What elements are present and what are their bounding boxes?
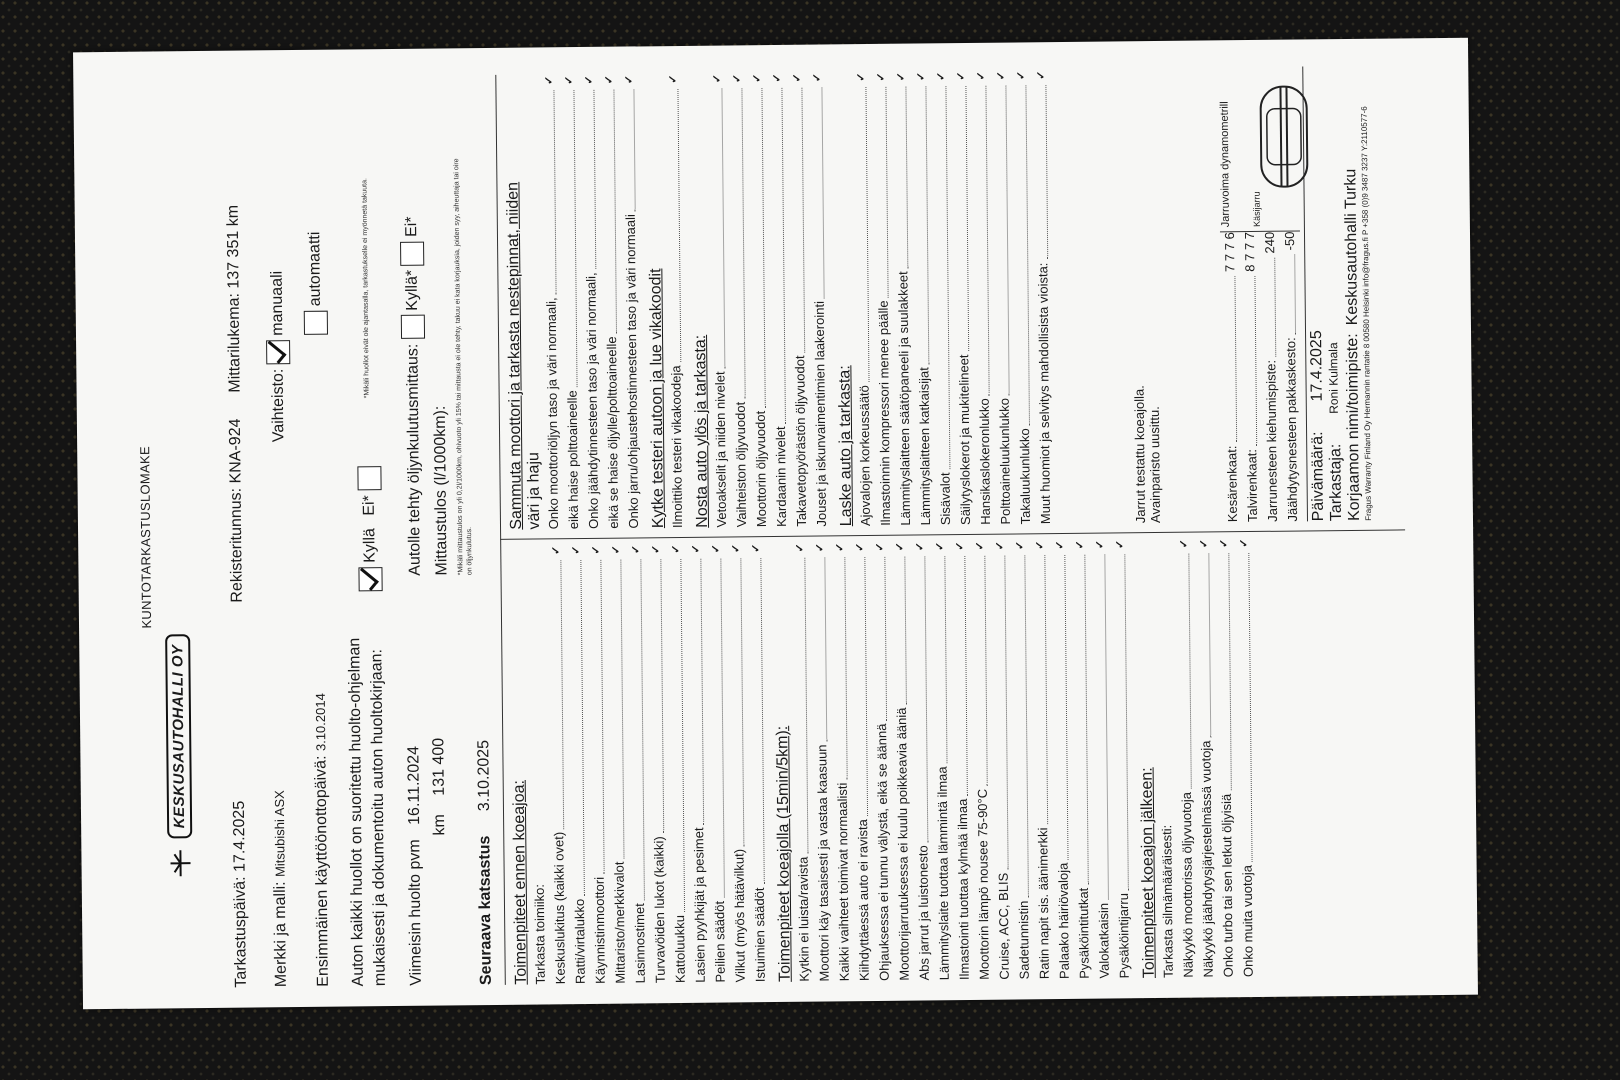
reg-value: KNA-924: [226, 418, 245, 484]
inspection-date: [231, 801, 251, 988]
service-no-checkbox[interactable]: [357, 467, 381, 491]
checklist-label: Onko jäähdytinnesteen taso ja väri normaali,: [583, 272, 602, 529]
service-yes-label: Kyllä: [361, 528, 379, 563]
check-mark-icon[interactable]: ✓: [711, 73, 724, 84]
checklist-row: [619, 73, 644, 528]
checklist-label: Istuimien säädöt: [751, 887, 768, 983]
checklist-label: Ohjauksessa ei tunnu välystä, eikä se äännä: [874, 723, 892, 981]
right-section-head: Sammuta moottori ja tarkasta nestepinnat, niiden: [504, 181, 526, 530]
check-mark-icon[interactable]: ✓: [1198, 538, 1211, 549]
check-mark-icon[interactable]: ✓: [1015, 70, 1028, 81]
service-text-line1: Auton kaikki huollot on suoritettu huolto-ohjelman: [346, 637, 367, 987]
checklist-label: Lasinnostimet: [631, 903, 648, 984]
brake-fluid-value: 240: [1261, 231, 1278, 254]
check-mark-icon[interactable]: ✓: [1035, 70, 1048, 80]
left-section-head: Toimenpiteet ennen koeajoa:: [510, 780, 530, 985]
check-mark-icon[interactable]: ✓: [1054, 540, 1067, 550]
inspection-form-paper: [73, 38, 1478, 1010]
logo-text: KESKUSAUTOHALLI OY: [165, 634, 192, 838]
gearbox-manual-checkbox[interactable]: [266, 340, 290, 364]
check-mark-icon[interactable]: ✓: [550, 545, 563, 555]
check-mark-icon[interactable]: ✓: [603, 75, 616, 85]
checklist-label: Kardaanin nivelet: [772, 426, 790, 528]
checklist-label: eikä haise polttoaineelle: [564, 390, 582, 530]
date-value: 17.4.2025: [1308, 330, 1326, 402]
checklist-label: Ilmastoinnin kompressori menee päälle: [875, 300, 894, 526]
checklist-label: Näkyykö moottorissa öljyvuotoja: [1178, 791, 1196, 978]
check-mark-icon[interactable]: ✓: [750, 543, 763, 553]
checklist-row: [807, 71, 832, 526]
last-service-km: [430, 738, 449, 836]
oil-no-checkbox[interactable]: [400, 241, 424, 265]
checklist-label: Onko turbo tai sen letkut öljyisiä: [1218, 793, 1236, 978]
check-mark-icon[interactable]: ✓: [610, 544, 623, 555]
last-service-date: 16.11.2024: [405, 745, 424, 825]
service-yes-no: [357, 467, 382, 592]
check-mark-icon[interactable]: ✓: [630, 544, 643, 555]
left-section-intro: Tarkasta silmämääräisesti:: [1159, 824, 1176, 978]
form-sheet: [73, 38, 1478, 1010]
first-reg-value: 3.10.2014: [312, 693, 329, 752]
checklist-label: Säilytyslokerot ja mukitelineet: [956, 354, 974, 526]
left-section-head: Toimenpiteet koeajolla (15min/5km):: [774, 725, 794, 983]
last-service-km-label: km: [431, 814, 449, 836]
check-mark-icon[interactable]: ✓: [814, 542, 827, 553]
checklist-label: Ajovalojen korkeussäätö: [856, 385, 874, 527]
checklist-label: Ratin napit sis. äänimerkki: [1035, 827, 1052, 980]
check-mark-icon[interactable]: ✓: [731, 73, 744, 84]
oil-yes-checkbox[interactable]: [401, 315, 425, 339]
check-mark-icon[interactable]: ✓: [1238, 538, 1251, 548]
checklist-label: Pysäköintijarru: [1115, 893, 1132, 979]
checklist-row: [1234, 537, 1259, 977]
shop-value: Keskusautohalli Turku: [1342, 168, 1361, 326]
checklist-row: [1031, 69, 1056, 524]
check-mark-icon[interactable]: ✓: [543, 75, 556, 86]
company-logo: [165, 634, 193, 878]
service-text-line2: mukaisesti ja dokumentoitu auton huoltokirjaan:: [368, 648, 389, 987]
checklist-label: Lämmityslaitteen säätöpaneeli ja suulakkeet: [895, 271, 914, 526]
checklist-label: Moottorin lämpö nousee 75-90°C: [974, 788, 992, 980]
inspector-name: Roni Kulmala: [1326, 342, 1341, 414]
inspection-date-value: 17.4.2025: [230, 800, 249, 873]
handbrake-label: Käsijarru: [1251, 191, 1262, 227]
summer-tyres-label: Kesärenkaat:: [1224, 445, 1241, 523]
right-checklist: [503, 69, 1056, 530]
checklist-label: Lämmityslaitteen katkaisijat: [916, 367, 934, 526]
oil-result: [432, 406, 452, 576]
checklist-label: eikä se haise öljylle/polttoaineelle: [604, 336, 622, 529]
check-mark-icon[interactable]: ✓: [875, 72, 888, 82]
check-mark-icon[interactable]: ✓: [650, 544, 663, 554]
checklist-label: Vetoakselit ja niiden nivelet: [712, 371, 730, 528]
gearbox-label: Vaihteisto:: [269, 368, 288, 443]
oil-consumption-test: [400, 216, 428, 576]
check-mark-icon[interactable]: ✓: [623, 74, 636, 85]
divider-middle: [500, 529, 1405, 539]
check-mark-icon[interactable]: ✓: [563, 75, 576, 85]
last-service: [405, 746, 426, 986]
odometer: [225, 205, 245, 393]
oil-no-label: Ei*: [403, 216, 421, 238]
brake-fluid-label: Jarrunesteen kiehumispiste:: [1263, 359, 1281, 522]
checklist-label: Abs jarrut ja luistonesto: [915, 845, 932, 981]
checklist-label: Vaihteiston öljyvuodot: [732, 401, 750, 528]
checklist-label: Ratti/virtalukko: [571, 898, 588, 985]
checklist-label: Hansikaslokeronlukko: [976, 398, 994, 525]
checklist-row: [663, 73, 688, 528]
check-mark-icon[interactable]: ✓: [934, 541, 947, 551]
service-yes-checkbox[interactable]: [358, 567, 382, 591]
checklist-label: Kytkin ei luista/ravista: [795, 856, 812, 982]
service-history: [344, 637, 392, 986]
check-mark-icon[interactable]: ✓: [874, 542, 887, 552]
check-mark-icon[interactable]: ✓: [811, 72, 824, 83]
check-mark-icon[interactable]: ✓: [570, 545, 583, 555]
reg-label: Rekisteritunnus:: [227, 487, 246, 603]
brakes-tested: Jarrut testattu koeajolla.: [1131, 385, 1149, 524]
check-mark-icon[interactable]: ✓: [667, 74, 680, 84]
checklist-label: Valokatkaisin: [1095, 902, 1112, 979]
check-mark-icon[interactable]: ✓: [954, 541, 967, 551]
check-mark-icon[interactable]: ✓: [975, 71, 988, 81]
checklist-label: Moottori käy tasaisesti ja vastaa kaasuun: [814, 744, 832, 982]
checklist-label: Polttoaineluukunlukko: [996, 398, 1014, 525]
registration: [227, 418, 247, 602]
checklist-label: Turvavöiden lukot (kaikki): [651, 836, 668, 984]
check-mark-icon[interactable]: ✓: [854, 542, 867, 552]
last-service-label: Viimeisin huolto pvm: [406, 839, 425, 986]
oil-test-label: Autolle tehty öljynkulutusmittaus:: [404, 343, 424, 576]
checklist-label: Kattoluukku: [672, 915, 688, 984]
check-mark-icon[interactable]: ✓: [1218, 538, 1231, 548]
check-mark-icon[interactable]: ✓: [794, 543, 807, 553]
check-mark-icon[interactable]: ✓: [915, 71, 928, 82]
coolant-label: Jäähdytysnesteen pakkaskesto:: [1283, 337, 1301, 522]
coolant-value: -50: [1281, 231, 1298, 251]
check-mark-icon[interactable]: ✓: [751, 73, 764, 83]
next-inspection-date: 3.10.2025: [475, 739, 493, 812]
check-mark-icon[interactable]: ✓: [834, 542, 847, 552]
check-mark-icon[interactable]: ✓: [590, 545, 603, 555]
date-label: Päivämäärä:: [1309, 431, 1328, 522]
oil-yes-label: Kyllä*: [403, 269, 421, 311]
checklist-row: [746, 542, 771, 982]
check-mark-icon[interactable]: ✓: [935, 71, 948, 81]
checklist-label: Onko jarru/ohjaustehostinnesteen taso ja väri normaali: [622, 214, 642, 529]
inspection-date-label: Tarkastuspäivä:: [231, 876, 250, 988]
last-service-km-value: 131 400: [430, 737, 448, 796]
checklist-label: Näkyykö jäähdytysjärjestelmässä vuotoja: [1198, 740, 1216, 978]
right-section-head: Nosta auto ylös ja tarkasta:: [692, 334, 712, 528]
check-mark-icon[interactable]: ✓: [1114, 539, 1127, 550]
oil-note: *Mikäli mittaustulos on yli 0,2l/1000km, ohivuoto yli 15% tai mittausta ei ole tehty, takuu ei kata korjauksia, joiden syy, aiheuttaja tai oire on öljynkulutus.: [453, 158, 474, 576]
check-mark-icon[interactable]: ✓: [1014, 540, 1027, 551]
checklist-label: Kaikki vaihteet toimivat normaalisti: [834, 782, 852, 982]
checklist-label: Jouset ja iskunvaimentimien laakerointi: [811, 300, 830, 527]
check-mark-icon[interactable]: ✓: [1094, 539, 1107, 550]
gearbox: [265, 271, 291, 443]
check-mark-icon[interactable]: ✓: [730, 543, 743, 554]
check-mark-icon[interactable]: ✓: [995, 70, 1008, 81]
right-section-head: Kytke testeri autoon ja lue vikakoodit: [647, 268, 668, 529]
odometer-unit: km: [224, 204, 242, 227]
check-mark-icon[interactable]: ✓: [583, 75, 596, 85]
summer-tyres-value: 7 7 7 6: [1221, 232, 1238, 273]
checklist-label: Onko muita vuotoja: [1239, 864, 1256, 978]
make-model: [271, 790, 291, 987]
check-mark-icon[interactable]: ✓: [974, 541, 987, 551]
make-value: Mitsubishi ASX: [271, 790, 288, 878]
inspector-label: Tarkastaja:: [1327, 443, 1346, 522]
gearbox-manual-label: manuaali: [268, 270, 287, 336]
checklist-row: [1110, 538, 1135, 978]
check-mark-icon[interactable]: ✓: [710, 543, 723, 554]
right-section-head: Laske auto ja tarkasta:: [836, 365, 856, 527]
make-label: Merkki ja malli:: [271, 881, 290, 988]
checklist-label: Onko moottoriöljyn taso ja väri normaali,: [543, 297, 562, 530]
checklist-label: Mittaristo/merkkivalot: [611, 861, 628, 984]
winter-tyres-value: 8 7 7 7: [1241, 231, 1258, 272]
checklist-label: Ilmoittiko testeri vikakoodeja: [668, 365, 686, 529]
checklist-label: Takaluukunlukko: [1017, 428, 1034, 525]
check-mark-icon[interactable]: ✓: [690, 544, 703, 554]
oil-result-label: Mittaustulos (l/1000km):: [431, 405, 451, 576]
first-registration: [312, 693, 333, 987]
check-mark-icon[interactable]: ✓: [914, 541, 927, 552]
checklist-label: Sadetunnistin: [1015, 900, 1032, 980]
checklist-label: Peilien säädöt: [711, 900, 728, 983]
check-mark-icon[interactable]: ✓: [855, 72, 868, 82]
check-mark-icon[interactable]: ✓: [994, 540, 1007, 551]
left-checklist: [508, 537, 1259, 985]
first-reg-label: Ensimmäinen käyttöönottopäivä:: [312, 755, 332, 987]
shop-label: Korjaamon nimi/toimipiste:: [1344, 333, 1364, 522]
checklist-label: Ilmastointi tuottaa kylmää ilmaa: [954, 798, 972, 981]
odometer-label: Mittarilukema:: [225, 292, 244, 393]
next-inspection-label: Seuraava katsastus: [476, 835, 495, 986]
odometer-value: 137 351: [224, 230, 243, 289]
left-section-intro: Tarkasta toimiiko:: [531, 883, 548, 985]
check-mark-icon[interactable]: ✓: [670, 544, 683, 554]
gearbox-auto: [303, 232, 328, 335]
car-top-view-icon: [1248, 76, 1319, 197]
checklist-label: Cruise, ACC, BLIS: [995, 872, 1012, 980]
check-mark-icon[interactable]: ✓: [791, 73, 804, 83]
tyre-values: [1220, 231, 1303, 522]
right-section-head-line2: väri ja haju: [525, 452, 544, 530]
checklist-label: Pysäköintitutkat: [1075, 887, 1092, 979]
check-mark-icon[interactable]: ✓: [1074, 540, 1087, 550]
checklist-label: Palaako häiriövaloja: [1055, 862, 1072, 980]
checklist-label: Lasien pyyhkijät ja pesimet: [691, 827, 708, 983]
checklist-label: Vilkut (myös hätävilkut): [731, 848, 748, 983]
checklist-label: Lämmityslaite tuottaa lämmintä ilmaa: [934, 766, 952, 981]
check-mark-icon[interactable]: ✓: [895, 71, 908, 82]
battery-replaced: Avainparisto uusittu.: [1146, 406, 1164, 524]
service-note: *Mikäli huollot eivät ole ajantasalla, tarkastukselle ei myönnetä takuuta.: [361, 178, 371, 399]
checklist-label: Keskuslukitus (kaikki ovet): [551, 831, 568, 985]
left-section-head: Toimenpiteet koeajon jälkeen:: [1138, 767, 1158, 979]
checklist-label: Käynnistinmoottori: [591, 876, 608, 984]
check-mark-icon[interactable]: ✓: [1034, 540, 1047, 550]
winter-tyres-label: Talvirenkaat:: [1244, 448, 1261, 523]
check-mark-icon[interactable]: ✓: [894, 542, 907, 552]
logo-emblem-icon: [168, 848, 192, 878]
checklist-label: Kiihdyttäessä auto ei ravista: [855, 819, 872, 982]
checklist-label: Sisävalot: [937, 472, 954, 526]
checklist-label: Moottorijarrutuksessa ei kuulu poikkeavia ääniä: [893, 707, 912, 981]
checklist-label: Muut huomiot ja selvitys mahdollisista vioista:: [1035, 262, 1054, 525]
checklist-label: Moottorin öljyvuodot: [752, 410, 770, 528]
service-no-label: Ei*: [360, 495, 379, 516]
check-mark-icon[interactable]: ✓: [1178, 539, 1191, 549]
next-inspection: [475, 740, 496, 985]
checklist-label: Takavetopyörästön öljyvuodot: [792, 355, 810, 527]
footer-contact: Fragus Warranty Finland Oy Hermannin rantatie 8 00580 Helsinki info@fragus.fi P +358 (0)9 3487 3237 Y:2110577-6: [1359, 106, 1374, 521]
gearbox-auto-label: automaatti: [306, 231, 324, 307]
check-mark-icon[interactable]: ✓: [955, 71, 968, 81]
dyno-title: Jarruvoima dynamometrill: [1218, 101, 1232, 228]
check-mark-icon[interactable]: ✓: [771, 73, 784, 83]
form-title: KUNTOTARKASTUSLOMAKE: [137, 446, 155, 629]
gearbox-auto-checkbox[interactable]: [304, 311, 328, 335]
